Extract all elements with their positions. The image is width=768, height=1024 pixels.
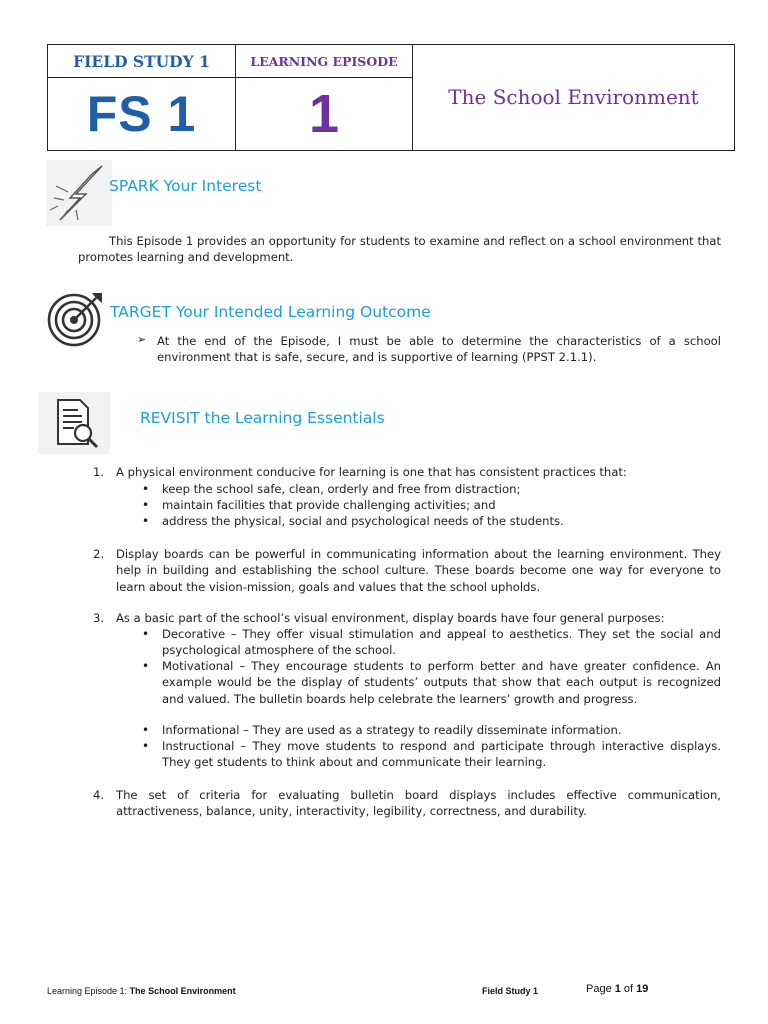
footer-page-number	[586, 983, 648, 995]
item-text: Display boards can be powerful in communicating information about the learning environment. They help in building and establishing the school culture. These boards become one way for everyone to learn about the vision-mission, goals and values that the school upholds.	[116, 547, 721, 594]
bullet-dot: •	[142, 659, 150, 673]
item-number: 1.	[93, 465, 105, 479]
target-title: TARGET Your Intended Learning Outcome	[110, 303, 431, 321]
episode-title-cell	[412, 44, 735, 151]
spark-title: SPARK Your Interest	[109, 177, 262, 195]
bullet-text: Decorative – They offer visual stimulation and appeal to aesthetics. They set the social and psychological atmosphere of the school.	[162, 627, 721, 658]
footer-episode	[47, 986, 236, 996]
bullet-dot: •	[142, 627, 150, 641]
lightning-icon	[46, 160, 112, 226]
item-number: 4.	[93, 788, 105, 802]
item-number: 3.	[93, 611, 105, 625]
page-current: 1	[614, 983, 621, 995]
field-study-cell	[47, 44, 236, 78]
bullet-text: Motivational – They encourage students to perform better and have greater confidence. An example would be the display of students’ outputs that show that each output is recognized and valued. The bulletin boards help celebrate the learners’ growth and progress.	[162, 659, 721, 706]
episode-title: The School Environment	[448, 85, 699, 109]
bullet-text: keep the school safe, clean, orderly and free from distraction;	[162, 482, 521, 496]
footer-course: Field Study 1	[482, 986, 539, 996]
page-of: of	[620, 983, 637, 995]
spark-body: This Episode 1 provides an opportunity for students to examine and reflect on a school environment that promotes learning and development.	[78, 234, 721, 265]
field-study-label: FIELD STUDY 1	[73, 52, 210, 71]
episode-number: 1	[308, 84, 340, 144]
fs-code-cell	[47, 77, 236, 151]
target-outcome: At the end of the Episode, I must be able to determine the characteristics of a school environment that is safe, secure, and is supportive of learning (PPST 2.1.1).	[157, 334, 721, 365]
target-icon	[46, 289, 106, 349]
bullet-dot: •	[142, 723, 150, 737]
episode-header-table	[47, 44, 735, 151]
item-number: 2.	[93, 547, 105, 561]
learning-episode-label: LEARNING EPISODE	[250, 54, 398, 69]
footer-episode-name: The School Environment	[129, 986, 236, 996]
bullet-dot: •	[142, 498, 150, 512]
bullet-text: Instructional – They move students to respond and participate through interactive displays. They get students to think about and communicate their learning.	[162, 739, 721, 770]
bullet-dot: •	[142, 514, 150, 528]
bullet-text: maintain facilities that provide challenging activities; and	[162, 498, 496, 512]
item-text: The set of criteria for evaluating bulletin board displays includes effective communication, attractiveness, balance, unity, interactivity, legibility, correctness, and durability.	[116, 788, 721, 819]
fs-code: FS 1	[86, 86, 197, 142]
footer-episode-prefix: Learning Episode 1:	[47, 986, 130, 996]
revisit-title: REVISIT the Learning Essentials	[140, 409, 385, 427]
item-text: A physical environment conducive for learning is one that has consistent practices that:	[116, 465, 627, 479]
target-bullet-symbol: ➢	[137, 333, 147, 346]
learning-episode-cell	[235, 44, 413, 78]
page-total: 19	[636, 983, 649, 995]
page-word: Page	[586, 983, 615, 995]
document-search-icon	[38, 392, 110, 454]
episode-number-cell	[235, 77, 413, 151]
bullet-dot: •	[142, 482, 150, 496]
bullet-dot: •	[142, 739, 150, 753]
bullet-text: Informational – They are used as a strategy to readily disseminate information.	[162, 723, 622, 737]
bullet-text: address the physical, social and psychological needs of the students.	[162, 514, 564, 528]
item-text: As a basic part of the school’s visual environment, display boards have four general purposes:	[116, 611, 665, 625]
